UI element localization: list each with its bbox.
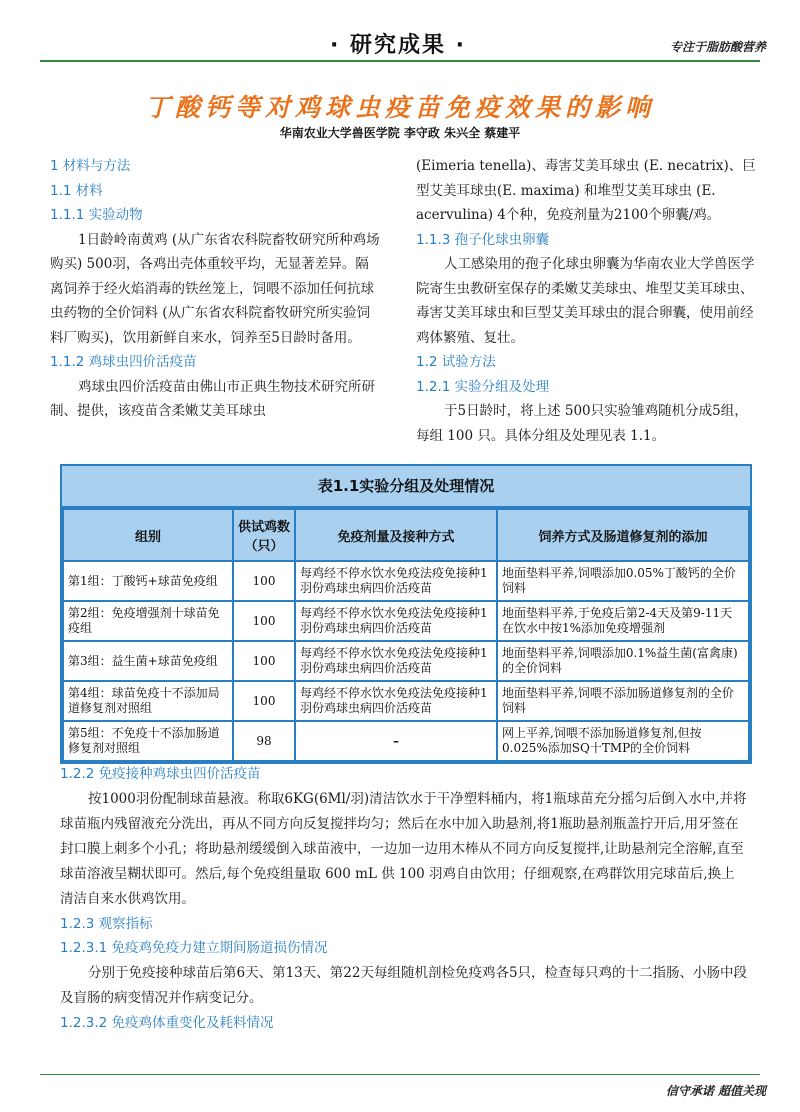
heading-1-2-3-1: 1.2.3.1 免疫鸡免疫力建立期间肠道损伤情况 — [60, 940, 328, 956]
cell-group: 第5组：不免疫十不添加肠道修复剂对照组 — [63, 721, 233, 761]
paragraph-species: (Eimeria tenella)、毒害艾美耳球虫 (E. necatrix)、巨型艾美耳球虫(E. maxima) 和堆型艾美耳球虫 (E. acervulina) 4个种，免疫剂量为2100个卵囊/鸡。 — [416, 158, 756, 223]
col-header-dose: 免疫剂量及接种方式 — [295, 509, 497, 561]
paragraph-oocysts: 人工感染用的孢子化球虫卵囊为华南农业大学兽医学院寄生虫教研室保存的柔嫩艾美球虫、堆型艾美耳球虫、毒害艾美耳球虫和巨型艾美耳球虫的混合卵囊，使用前经鸡体繁殖、复壮。 — [416, 256, 755, 346]
cell-feeding: 地面垫料平养,饲喂不添加肠道修复剂的全价饲料 — [497, 681, 749, 721]
table-header-row — [63, 509, 749, 561]
cell-feeding: 网上平养,饲喂不添加肠道修复剂,但按0.025%添加SQ十TMP的全价饲料 — [497, 721, 749, 761]
group-table — [60, 464, 752, 764]
heading-1-1-2: 1.1.2 鸡球虫四价活疫苗 — [50, 354, 197, 370]
table-row — [63, 641, 749, 681]
heading-1-2-1: 1.2.1 实验分组及处理 — [416, 378, 550, 395]
cell-dose: 每鸡经不停水饮水免疫法免疫接种1羽份鸡球虫病四价活疫苗 — [295, 681, 497, 721]
heading-1: 1 材料与方法 — [50, 158, 131, 174]
heading-1-2-2: 1.2.2 免疫接种鸡球虫四价活疫苗 — [60, 766, 261, 782]
left-column — [50, 154, 382, 424]
cell-group: 第1组：丁酸钙+球苗免疫组 — [63, 561, 233, 601]
header-slogan: 专注于脂肪酸营养 — [669, 40, 766, 54]
cell-feeding: 地面垫料平养,于免疫后第2-4天及第9-11天在饮水中按1%添加免疫增强剂 — [497, 601, 749, 641]
cell-count: 100 — [233, 641, 295, 681]
heading-1-2-3-2: 1.2.3.2 免疫鸡体重变化及耗料情况 — [60, 1014, 274, 1031]
cell-dose: – — [295, 721, 497, 761]
col-header-count: 供试鸡数（只） — [233, 509, 295, 561]
cell-feeding: 地面垫料平养,饲喂添加0.05%丁酸钙的全价饲料 — [497, 561, 749, 601]
cell-group: 第2组：免疫增强剂十球苗免疫组 — [63, 601, 233, 641]
cell-dose: 每鸡经不停水饮水免疫法免疫接种1羽份鸡球虫病四价活疫苗 — [295, 641, 497, 681]
heading-1-2: 1.2 试验方法 — [416, 354, 496, 370]
cell-feeding: 地面垫料平养,饲喂添加0.1%益生菌(富禽康)的全价饲料 — [497, 641, 749, 681]
paragraph-observation: 分别于免疫接种球苗后第6天、第13天、第22天每组随机剖检免疫鸡各5只，检查每只鸡的十二指肠、小肠中段及盲肠的病变情况并作病变记分。 — [60, 964, 748, 1006]
table-row — [63, 721, 749, 761]
heading-1-1-3: 1.1.3 孢子化球虫卵囊 — [416, 231, 550, 248]
heading-1-2-3: 1.2.3 观察指标 — [60, 915, 153, 932]
paragraph-vaccine: 鸡球虫四价活疫苗由佛山市正典生物技术研究所研制、提供，该疫苗含柔嫩艾美耳球虫 — [50, 378, 375, 419]
article-title: 丁酸钙等对鸡球虫疫苗免疫效果的影响 — [144, 93, 655, 122]
col-header-group: 组别 — [63, 509, 233, 561]
heading-1-1-1: 1.1.1 实验动物 — [50, 207, 143, 223]
lower-section — [60, 762, 748, 1035]
cell-count: 100 — [233, 681, 295, 721]
cell-count: 100 — [233, 601, 295, 641]
table-row — [63, 561, 749, 601]
col-header-feeding: 饲养方式及肠道修复剂的添加 — [497, 509, 749, 561]
table-row — [63, 601, 749, 641]
cell-dose: 每鸡经不停水饮水免疫法免疫接种1羽份鸡球虫病四价活疫苗 — [295, 601, 497, 641]
right-column — [416, 154, 756, 448]
header-divider — [40, 60, 760, 62]
cell-dose: 每鸡经不停水饮水免疫法疫免接种1羽份鸡球虫病四价活疫苗 — [295, 561, 497, 601]
article-authors: 华南农业大学兽医学院 李守政 朱兴全 蔡建平 — [279, 126, 521, 140]
footer-slogan: 信守承诺 超值关现 — [665, 1084, 766, 1098]
table-row — [63, 681, 749, 721]
section-label: · 研究成果 · — [330, 33, 467, 58]
cell-count: 98 — [233, 721, 295, 761]
table-title: 表1.1实验分组及处理情况 — [62, 466, 750, 508]
paragraph-grouping: 于5日龄时，将上述 500只实验雏鸡随机分成5组，每组 100 只。具体分组及处理见表 1.1。 — [416, 403, 748, 444]
paragraph-animals: 1日龄岭南黄鸡 (从广东省农科院畜牧研究所种鸡场购买) 500羽，各鸡出壳体重较平均，无显著差异。隔离饲养于经火焰消毒的铁丝笼上，饲喂不添加任何抗球虫药物的全价饲料 (从广东省农科院畜牧研究所实验饲料厂购买)，饮用新鲜自来水，饲养至5日龄时备用。 — [50, 231, 380, 346]
paragraph-vaccination: 按1000羽份配制球苗悬液。称取6KG(6Ml/羽)清洁饮水于干净塑料桶内，将1瓶球苗充分摇匀后倒入水中,并将球苗瓶内残留液充分洗出，再从不同方向反复搅拌均匀；然后在水中加入助悬剂,将1瓶助悬剂瓶盖拧开后,用牙签在封口膜上刺多个小孔；将助悬剂缓缓倒入球苗液中，一边加一边用木棒从不同方向反复搅拌,让助悬剂完全溶解,直至球苗溶液呈糊状即可。然后,每个免疫组量取 600 mL 供 100 羽鸡自由饮用；仔细观察,在鸡群饮用完球苗后,换上清洁自来水供鸡饮用。 — [60, 790, 747, 907]
cell-group: 第3组：益生菌+球苗免疫组 — [63, 641, 233, 681]
table-grid — [62, 508, 750, 762]
heading-1-1: 1.1 材料 — [50, 182, 103, 199]
cell-group: 第4组：球苗免疫十不添加局道修复剂对照组 — [63, 681, 233, 721]
footer-divider — [40, 1074, 760, 1075]
cell-count: 100 — [233, 561, 295, 601]
